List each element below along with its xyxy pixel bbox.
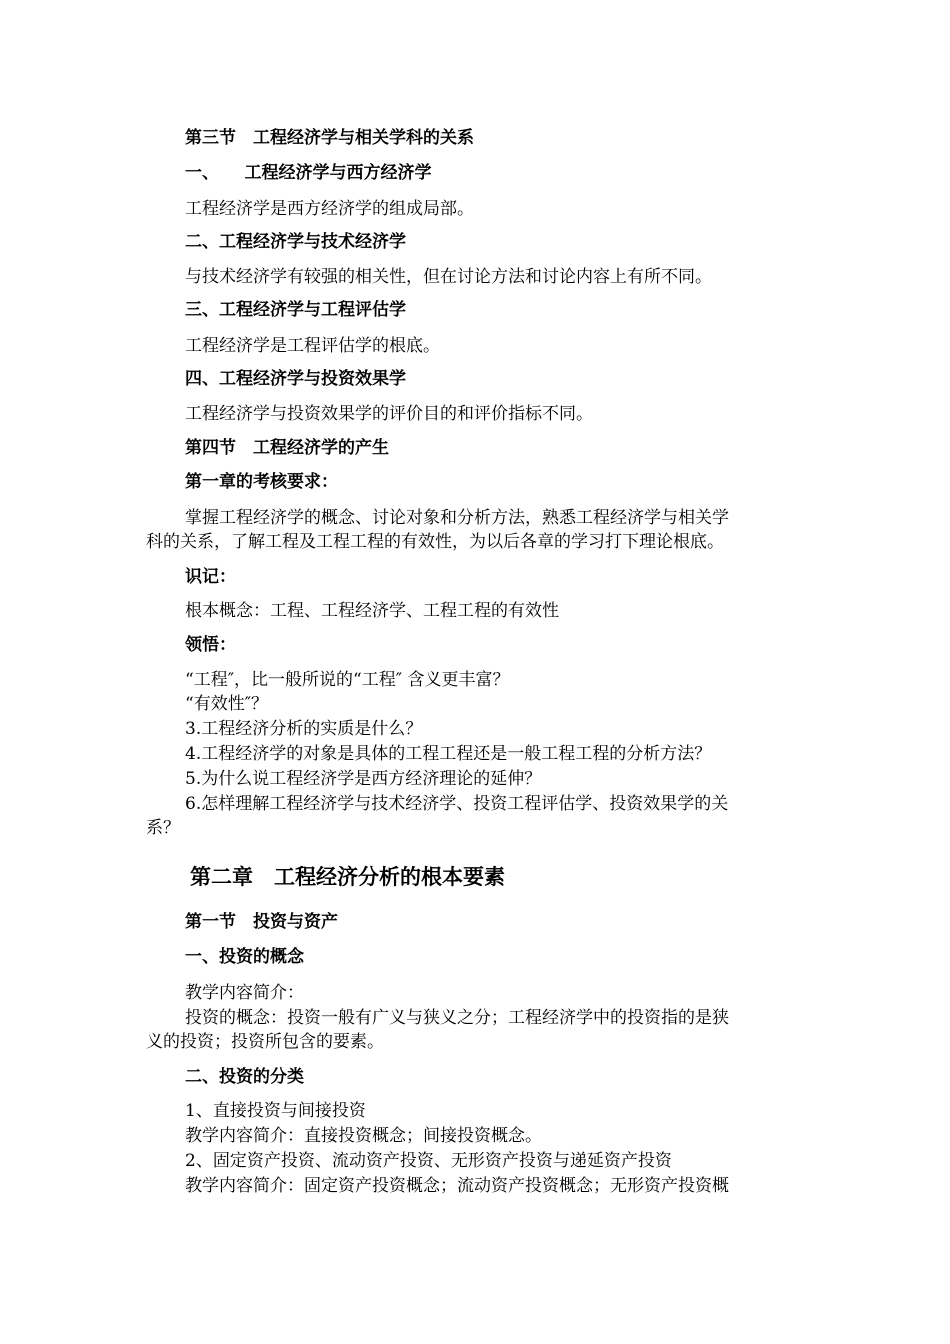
paragraph: 根本概念：工程、工程经济学、工程工程的有效性	[185, 601, 559, 621]
list-item: 5.为什么说工程经济学是西方经济理论的延伸？	[185, 769, 542, 789]
list-item: 1、直接投资与间接投资	[185, 1101, 366, 1121]
subsection-heading: 二、工程经济学与技术经济学	[185, 232, 406, 252]
subsection-heading: 三、工程经济学与工程评估学	[185, 300, 406, 320]
paragraph: 教学内容简介：固定资产投资概念；流动资产投资概念；无形资产投资概	[185, 1176, 729, 1196]
subsection-heading: 第一章的考核要求：	[185, 472, 338, 492]
paragraph-continuation: 义的投资；投资所包含的要素。	[146, 1032, 384, 1052]
subsection-heading: 二、投资的分类	[185, 1067, 304, 1087]
list-item: 3.工程经济分析的实质是什么？	[185, 719, 423, 739]
paragraph: 教学内容简介：	[185, 983, 304, 1003]
paragraph: 与技术经济学有较强的相关性，但在讨论方法和讨论内容上有所不同。	[185, 267, 712, 287]
section-heading: 第四节 工程经济学的产生	[185, 438, 389, 458]
list-item-continuation: 系？	[146, 818, 180, 838]
paragraph: 工程经济学是工程评估学的根底。	[185, 336, 440, 356]
subsection-heading: 一、投资的概念	[185, 947, 304, 967]
subsection-heading: 识记：	[185, 567, 236, 587]
subsection-heading: 四、工程经济学与投资效果学	[185, 369, 406, 389]
list-item: “有效性″？	[185, 694, 269, 714]
list-item: “工程″，比一般所说的“工程″ 含义更丰富？	[185, 670, 510, 690]
section-heading: 第一节 投资与资产	[185, 912, 338, 932]
paragraph: 投资的概念：投资一般有广义与狭义之分；工程经济学中的投资指的是狭	[185, 1008, 729, 1028]
paragraph: 工程经济学与投资效果学的评价目的和评价指标不同。	[185, 404, 593, 424]
paragraph: 教学内容简介：直接投资概念；间接投资概念。	[185, 1126, 542, 1146]
subsection-heading: 领悟：	[185, 635, 236, 655]
list-item: 6.怎样理解工程经济学与技术经济学、投资工程评估学、投资效果学的关	[185, 794, 729, 814]
section-heading: 第三节 工程经济学与相关学科的关系	[185, 128, 474, 148]
paragraph: 掌握工程经济学的概念、讨论对象和分析方法，熟悉工程经济学与相关学	[185, 508, 729, 528]
list-item: 2、固定资产投资、流动资产投资、无形资产投资与递延资产投资	[185, 1151, 672, 1171]
list-item: 4.工程经济学的对象是具体的工程工程还是一般工程工程的分析方法？	[185, 744, 712, 764]
paragraph-continuation: 科的关系，了解工程及工程工程的有效性，为以后各章的学习打下理论根底。	[146, 532, 724, 552]
paragraph: 工程经济学是西方经济学的组成局部。	[185, 199, 474, 219]
subsection-heading: 一、 工程经济学与西方经济学	[185, 163, 432, 183]
chapter-title: 第二章 工程经济分析的根本要素	[190, 865, 505, 889]
